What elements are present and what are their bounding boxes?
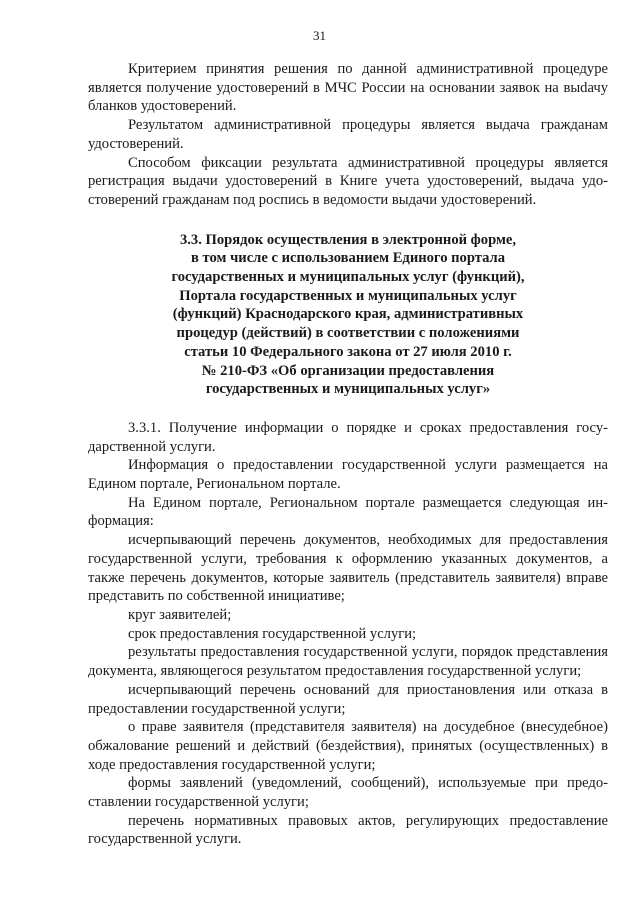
heading-line: государственных и муниципальных услуг» <box>205 381 491 398</box>
list-item: исчерпывающий перечень документов, необходимых для предоставления государственной услуги, требования к оформлению указанных документов, а также перечень документов, которые заявитель (представитель заявителя) вправе представить по собственной инициативе; <box>88 532 608 605</box>
list-item: результаты предоставления государственной услуги, порядок представления документа, являющегося результатом предоставления государственной услуги; <box>88 644 608 680</box>
heading-line: Портала государственных и муниципальных услуг <box>179 287 517 304</box>
paragraph: Критерием принятия решения по данной административной процедуре является получение удостоверений в МЧС России на основании заявок на выdачу бланков удостоверений. <box>88 61 608 115</box>
document-body <box>88 60 608 849</box>
heading-line: государственных и муниципальных услуг (функций), <box>171 269 525 286</box>
heading-line: (функций) Краснодарского края, административных <box>172 306 524 323</box>
list-item: о праве заявителя (представителя заявителя) на досудебное (внесудебное) обжалование решений и действий (бездействия), принятых (осуществленных) в ходе предоставления государственной услуги; <box>88 719 608 773</box>
list-item: круг заявителей; <box>128 606 232 623</box>
list-item: срок предоставления государственной услуги; <box>128 625 417 642</box>
heading-line: № 210-ФЗ «Об организации предоставления <box>201 362 495 379</box>
heading-line: в том числе с использованием Единого портала <box>190 250 506 267</box>
heading-line: статьи 10 Федерального закона от 27 июля 2010 г. <box>184 343 512 360</box>
heading-line: процедур (действий) в соответствии с положениями <box>176 325 520 342</box>
paragraph: Информация о предоставлении государственной услуги размещается на Едином портале, Региональном портале. <box>88 457 608 493</box>
heading-line: 3.3. Порядок осуществления в электронной форме, <box>179 231 517 248</box>
paragraph: Способом фиксации результата административной процедуры является регистрация выдачи удостоверений в Книге учета удостоверений, выдача удостоверений гражданам под роспись в ведомости выдачи удостоверений. <box>88 154 608 208</box>
page-number: 31 <box>313 28 326 43</box>
paragraph: 3.3.1. Получение информации о порядке и сроках предоставления государственной услуги. <box>88 419 608 455</box>
list-item: перечень нормативных правовых актов, регулирующих предоставление государственной услуги. <box>88 812 608 848</box>
paragraph: Результатом административной процедуры является выдача гражданам удостоверений. <box>88 117 608 152</box>
list-item: исчерпывающий перечень оснований для приостановления или отказа в предоставлении государственной услуги; <box>88 681 608 717</box>
list-item: формы заявлений (уведомлений, сообщений), используемые при предоставлении государственной услуги; <box>88 775 608 811</box>
section-heading <box>88 231 608 399</box>
paragraph: На Едином портале, Региональном портале размещается следующая информация: <box>88 494 608 530</box>
